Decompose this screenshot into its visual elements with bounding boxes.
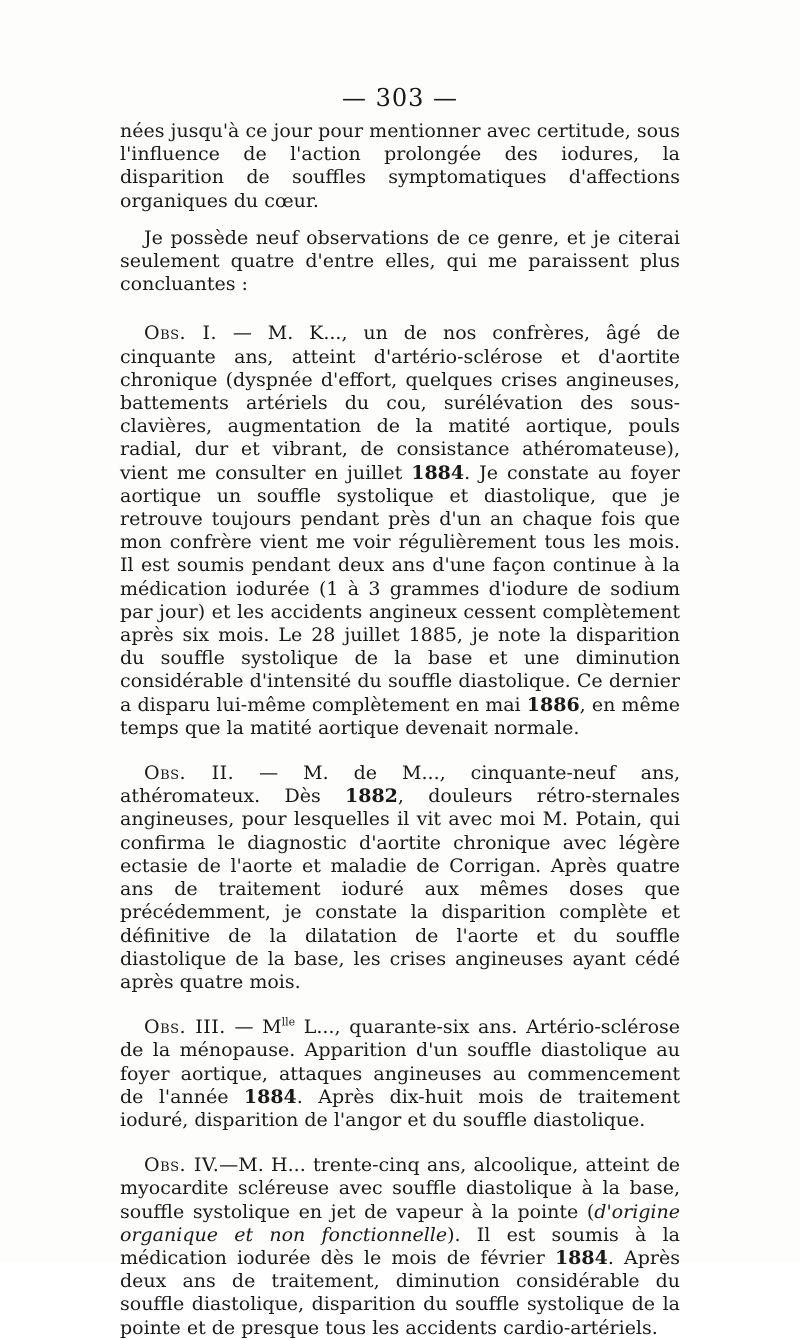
observation-year: 1884 xyxy=(554,1246,608,1269)
observation-text: —M. H... trente-cinq ans, alcoolique, atteint de myocardite scléreuse avec souffle diastolique à la base, souffle systolique en jet de vapeur à la pointe ( xyxy=(120,1154,680,1223)
observation-label: Obs. II. xyxy=(144,762,235,785)
observation-year: 1884 xyxy=(411,461,465,484)
observation-text: — M. K..., un de nos confrères, âgé de cinquante ans, atteint d'artério-sclérose et d'aortite chronique (dyspnée d'effort, quelques crises angineuses, battements artériels du cou, surélévation des sous-clavières, augmentation de la matité aortique, pouls radial, dur et vibrant, de consistance athéromateuse), vient me consulter en juillet xyxy=(120,322,680,484)
observation-2 xyxy=(120,762,680,994)
observation-label: Obs. IV. xyxy=(144,1154,220,1177)
observation-text: , en même temps que la matité aortique devenait normale. xyxy=(120,693,680,739)
observation-superscript: lle xyxy=(281,1015,296,1029)
page-number: — 303 — xyxy=(341,84,459,112)
observation-label: Obs. III. xyxy=(144,1016,226,1039)
body-text xyxy=(120,120,680,1340)
observation-text: ). Il est soumis à la médication iodurée dès le mois de février xyxy=(120,1223,680,1269)
observation-italic: d'origine organique et non fonctionnelle xyxy=(120,1200,680,1246)
intro-paragraph: nées jusqu'à ce jour pour mentionner avec certitude, sous l'influence de l'action prolongée des iodures, la disparition de souffles symptomatiques d'affections organiques du cœur. xyxy=(120,120,680,212)
observation-text: . Après dix-huit mois de traitement ioduré, disparition de l'angor et du souffle diastolique. xyxy=(120,1085,681,1131)
observation-text: . Après deux ans de traitement, diminution considérable du souffle diastolique, disparition du souffle systolique de la pointe et de presque tous les accidents cardio-artériels. xyxy=(120,1246,680,1339)
observation-year: 1882 xyxy=(345,785,398,808)
observation-1 xyxy=(120,322,680,740)
observation-text: , douleurs rétro-sternales angineuses, pour lesquelles il vit avec moi M. Potain, qui confirma le diagnostic d'aortite chronique avec légère ectasie de l'aorte et maladie de Corrigan. Après quatre ans de traitement ioduré aux mêmes doses que précédemment, je constate la disparition complète et définitive de la dilatation de l'aorte et du souffle diastolique de la base, les crises angineuses ayant cédé après quatre mois. xyxy=(120,785,680,993)
observation-text: . Je constate au foyer aortique un souffle systolique et diastolique, que je retrouve toujours pendant près d'un an chaque fois que mon confrère vient me voir régulièrement tous les mois. Il est soumis pendant deux ans d'une façon continue à la médication iodurée (1 à 3 grammes d'iodure de sodium par jour) et les accidents angineux cessent complètement après six mois. Le 28 juillet 1885, je note la disparition du souffle systolique de la base et une diminution considérable d'intensité du souffle diastolique. Ce dernier a disparu lui-même complètement en mai xyxy=(120,461,680,716)
statement-paragraph: Je possède neuf observations de ce genre, et je citerai seulement quatre d'entre elles, qui me paraissent plus concluantes : xyxy=(120,226,680,296)
observation-text: L..., quarante-six ans. Artério-sclérose de la ménopause. Apparition d'un souffle diastolique au foyer aortique, attaques angineuses au commencement de l'année xyxy=(120,1016,680,1108)
observation-text: — M xyxy=(225,1016,282,1039)
observation-year: 1884 xyxy=(243,1085,297,1108)
observation-year: 1886 xyxy=(526,693,580,716)
observation-3 xyxy=(120,1016,680,1132)
observation-4 xyxy=(120,1154,680,1340)
observation-label: Obs. I. xyxy=(144,322,217,345)
observation-text: — M. de M..., cinquante-neuf ans, athéromateux. Dès xyxy=(120,762,680,808)
